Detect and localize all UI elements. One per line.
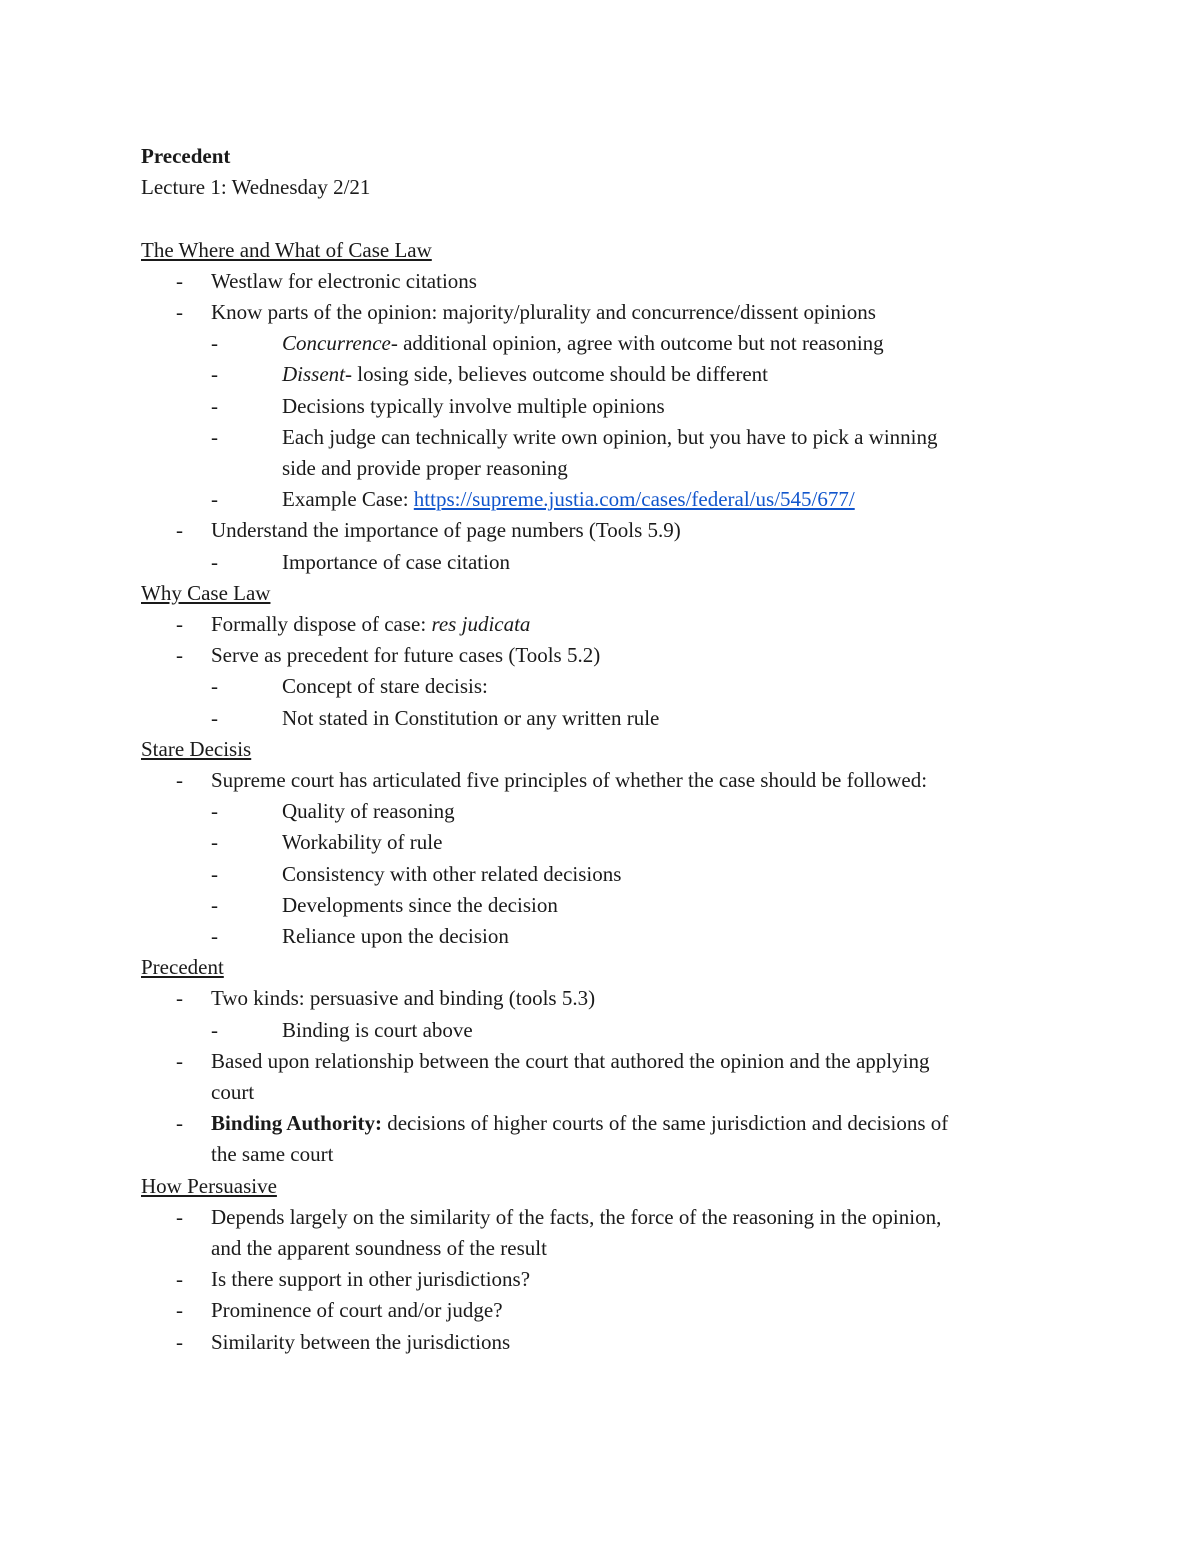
how-persuasive-list: [141, 1202, 1061, 1358]
binding-sublist: [211, 1015, 1061, 1046]
list-item: - Decisions typically involve multiple opinions: [211, 393, 665, 418]
list-item: - Quality of reasoning: [211, 799, 455, 824]
list-item: - Developments since the decision: [211, 892, 558, 917]
res-judicata-term: res judicata: [431, 611, 531, 636]
list-item: - Formally dispose of case: res judicata: [176, 611, 531, 636]
precedent-list: [141, 983, 1061, 1170]
lecture-subtitle: Lecture 1: Wednesday 2/21: [141, 175, 371, 200]
list-item: - Dissent- losing side, believes outcome should be different: [211, 362, 769, 387]
list-item: - Serve as precedent for future cases (Tools 5.2) - Concept of stare decisis: - Not stated in Constitution or any written rule: [141, 640, 1061, 734]
section-heading-precedent: Precedent: [141, 955, 224, 980]
list-item: - Is there support in other jurisdictions?: [176, 1267, 531, 1292]
list-item: - Concurrence- additional opinion, agree with outcome but not reasoning: [211, 331, 884, 356]
list-item: - Prominence of court and/or judge?: [176, 1298, 503, 1323]
list-item: - Concept of stare decisis:: [211, 674, 488, 699]
page-numbers-sublist: [211, 547, 1061, 578]
section-heading-where-what: The Where and What of Case Law: [141, 237, 432, 262]
stare-decisis-list: [141, 765, 1061, 952]
list-item: - Each judge can technically write own opinion, but you have to pick a winning side and provide proper reasoning: [211, 424, 938, 480]
list-item: - Westlaw for electronic citations: [176, 268, 477, 293]
list-item: - Example Case: https://supreme.justia.com/cases/federal/us/545/677/: [211, 487, 855, 512]
section-heading-how-persuasive: How Persuasive: [141, 1173, 277, 1198]
list-item: - Two kinds: persuasive and binding (tools 5.3) - Binding is court above: [141, 983, 1061, 1045]
document-title: Precedent: [141, 144, 231, 168]
list-item: - Understand the importance of page numbers (Tools 5.9) - Importance of case citation: [141, 515, 1061, 577]
list-item: - Reliance upon the decision: [211, 923, 509, 948]
list-item: - Not stated in Constitution or any written rule: [211, 705, 660, 730]
concurrence-term: Concurrence: [282, 331, 391, 356]
list-item: - Consistency with other related decisions: [211, 861, 622, 886]
document-page: [141, 141, 1061, 1358]
stare-decisis-sublist: [211, 671, 1061, 733]
list-item: - Based upon relationship between the court that authored the opinion and the applying court: [176, 1048, 930, 1104]
section-heading-why-case-law: Why Case Law: [141, 580, 271, 605]
principles-sublist: [211, 796, 1061, 952]
list-item: - Similarity between the jurisdictions: [176, 1329, 511, 1354]
list-item: - Binding is court above: [211, 1017, 473, 1042]
example-case-link[interactable]: https://supreme.justia.com/cases/federal/us/545/677/: [413, 487, 855, 512]
binding-authority-term: Binding Authority:: [211, 1111, 382, 1136]
opinion-parts-sublist: [211, 328, 1061, 515]
list-item: - Know parts of the opinion: majority/plurality and concurrence/dissent opinions - Concurrence- additional opinion, agree with outcome but not reasoning - Dissent- losing side, believes outcome should be different - Decisions typically involve multiple opinions - Each judge can technically write own opinion, but you have to pick a winning side and provide proper reasoning - Example Case: https://supreme.justia.com/cases/federal/us/545/677/: [141, 297, 1061, 515]
list-item: - Binding Authority: decisions of higher courts of the same jurisdiction and decisions of the same court: [176, 1111, 949, 1167]
section-heading-stare-decisis: Stare Decisis: [141, 736, 252, 761]
where-what-list: [141, 266, 1061, 578]
dissent-term: Dissent: [282, 362, 345, 387]
list-item: - Depends largely on the similarity of the facts, the force of the reasoning in the opinion, and the apparent soundness of the result: [176, 1204, 942, 1260]
list-item: - Supreme court has articulated five principles of whether the case should be followed: - Quality of reasoning - Workability of rule - Consistency with other related decisions - Developments since the decision - Reliance upon the decision: [141, 765, 1061, 952]
list-item: - Workability of rule: [211, 830, 443, 855]
list-item: - Importance of case citation: [211, 549, 510, 574]
blank-line: [141, 203, 1061, 234]
why-case-law-list: [141, 609, 1061, 734]
